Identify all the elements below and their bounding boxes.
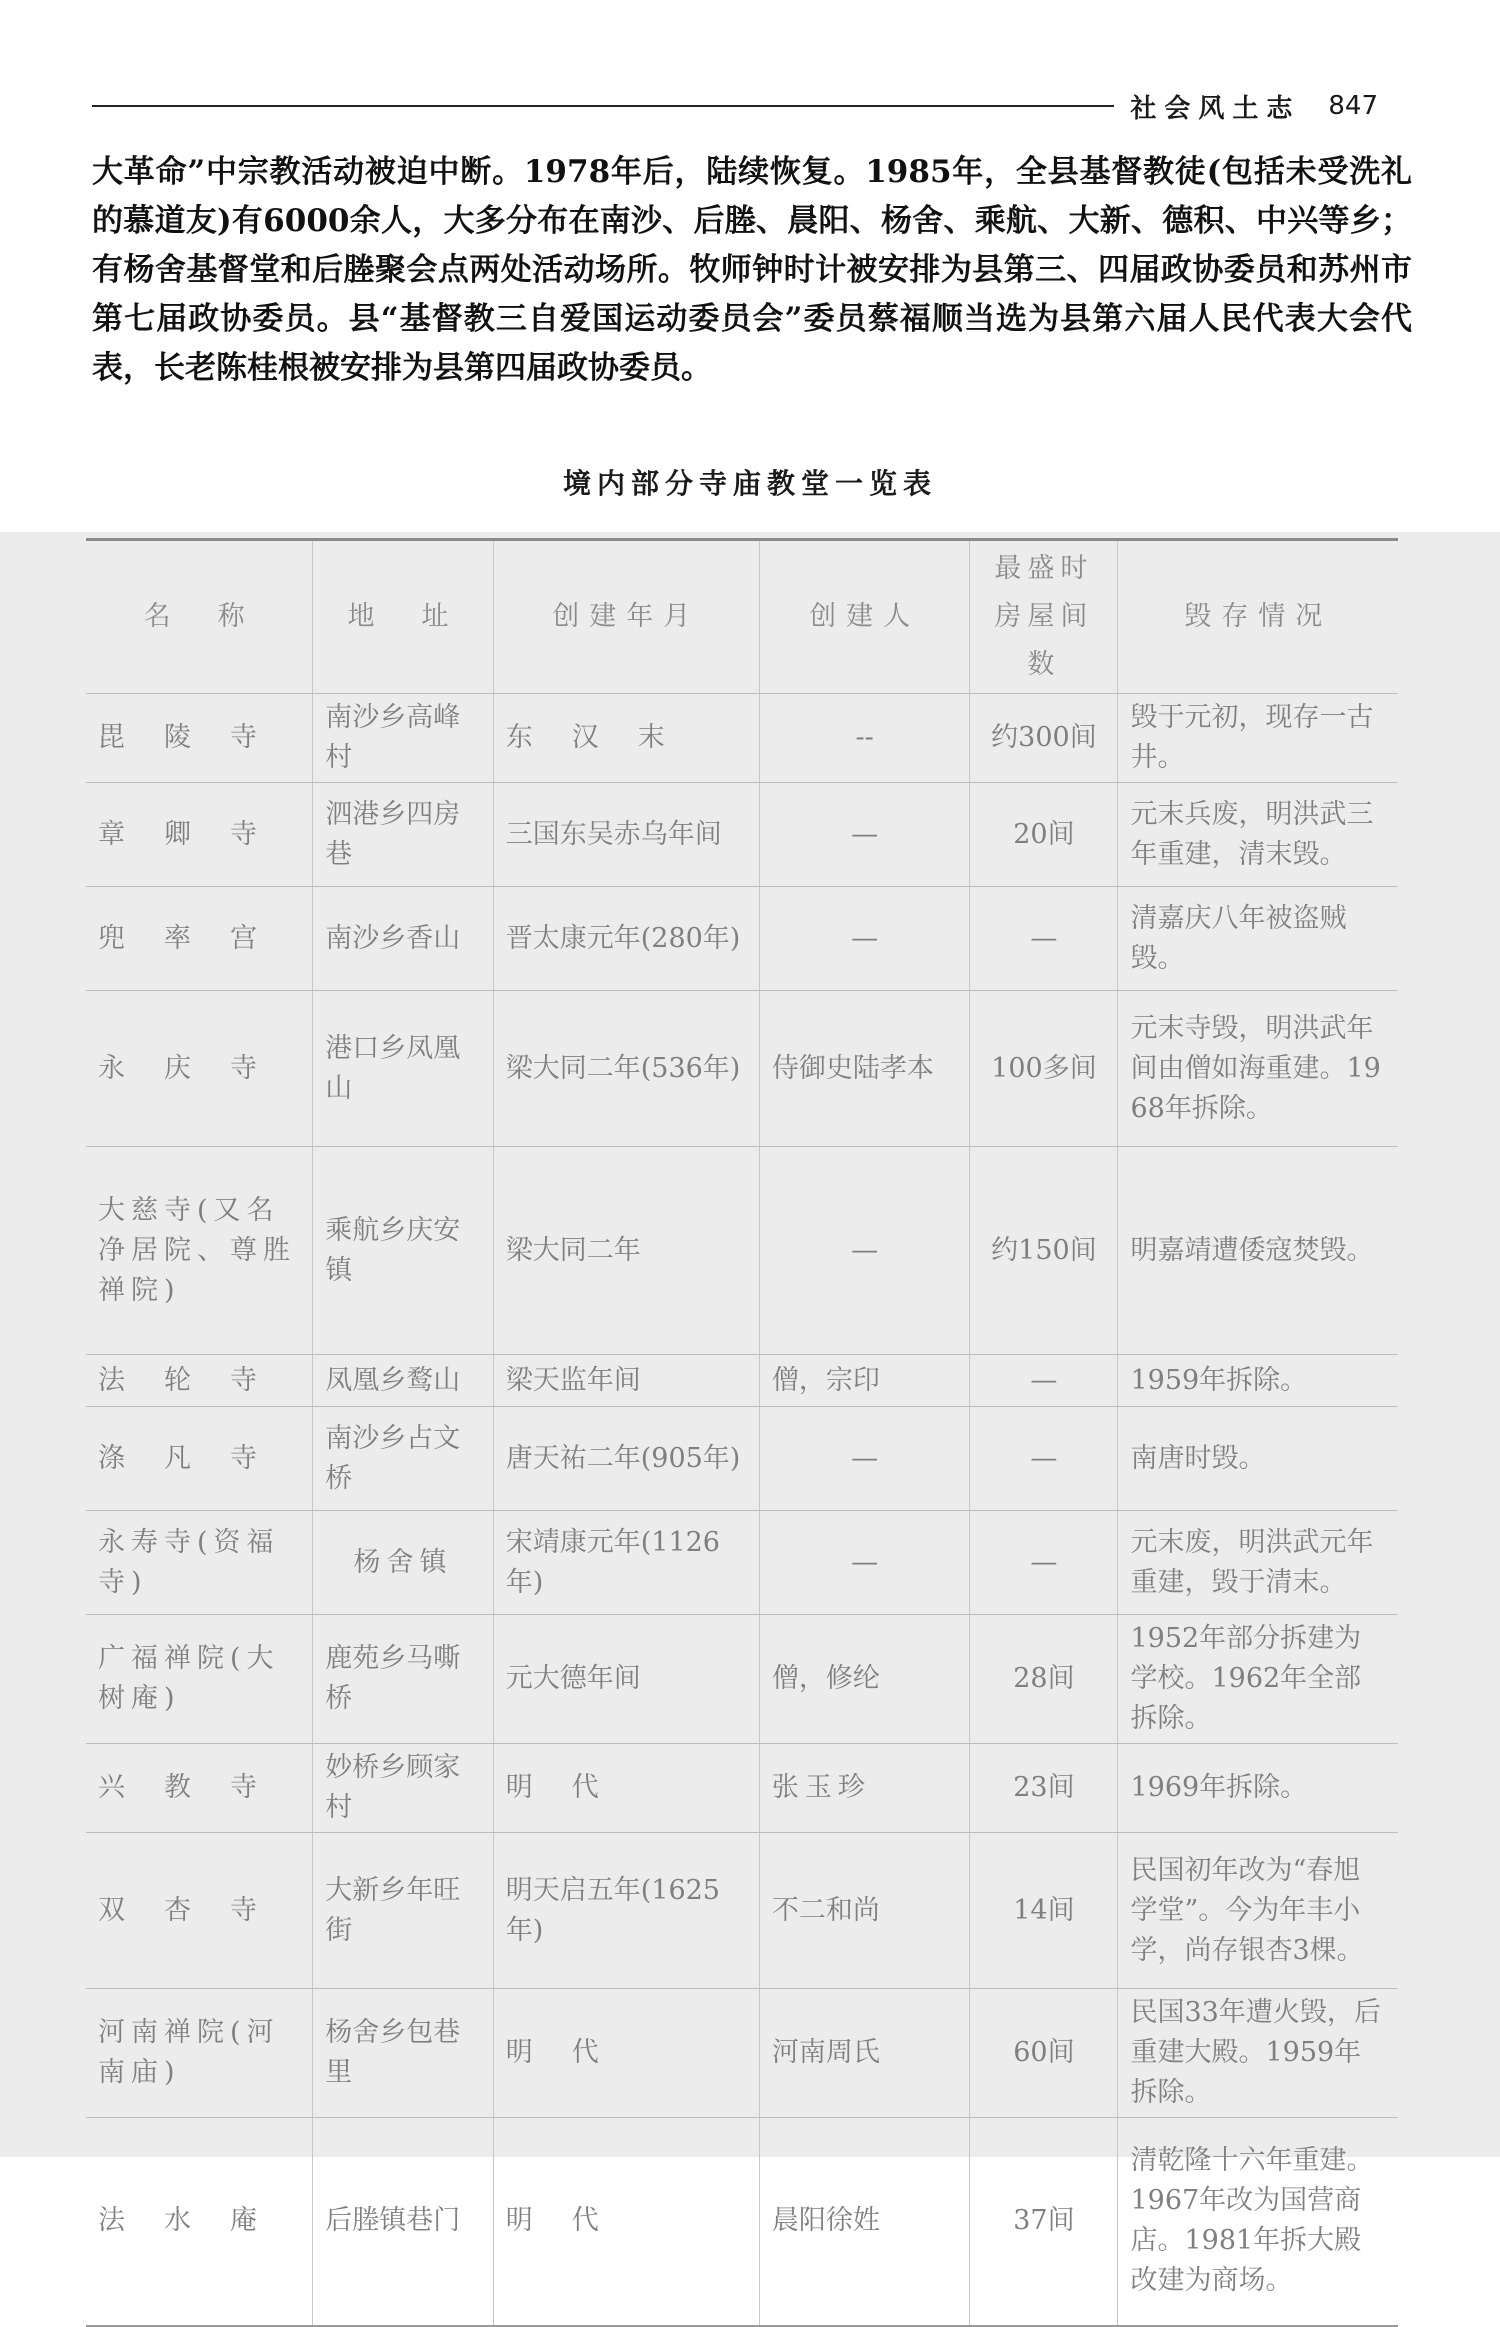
cell-status: 民国33年遭火毁，后重建大殿。1959年拆除。 [1118,1989,1398,2118]
cell-founder: — [759,887,970,991]
cell-founder: 晨阳徐姓 [759,2118,970,2326]
table-row [86,694,1398,783]
cell-name: 河南禅院(河南庙) [86,1989,313,2118]
table-row [86,783,1398,887]
cell-name: 双 杏 寺 [86,1833,313,1989]
temple-table [86,538,1398,2327]
cell-rooms: 60间 [970,1989,1118,2118]
cell-status: 毁于元初，现存一古井。 [1118,694,1398,783]
body-paragraph: 大革命”中宗教活动被迫中断。1978年后，陆续恢复。1985年，全县基督教徒(包括未受洗礼的慕道友)有6000余人，大多分布在南沙、后塍、晨阳、杨舍、乘航、大新、德积、中兴等乡；有杨舍基督堂和后塍聚会点两处活动场所。牧师钟时计被安排为县第三、四届政协委员和苏州市第七届政协委员。县“基督教三自爱国运动委员会”委员蔡福顺当选为县第六届人民代表大会代表，长老陈桂根被安排为县第四届政协委员。 [92,154,1412,386]
cell-status: 元末废，明洪武元年重建，毁于清末。 [1118,1511,1398,1615]
cell-founded: 东 汉 末 [493,694,759,783]
table-row [86,2118,1398,2326]
cell-address: 南沙乡高峰村 [313,694,493,783]
cell-founded: 元大德年间 [493,1615,759,1744]
cell-rooms: — [970,1511,1118,1615]
cell-address: 凤凰乡鹜山 [313,1355,493,1407]
cell-address: 鹿苑乡马嘶桥 [313,1615,493,1744]
cell-address: 杨舍乡包巷里 [313,1989,493,2118]
header-founder: 创建人 [759,540,970,694]
cell-founder: 僧，修纶 [759,1615,970,1744]
table-row [86,887,1398,991]
cell-name: 永寿寺(资福寺) [86,1511,313,1615]
cell-founded: 三国东吴赤乌年间 [493,783,759,887]
table-header-row [86,540,1398,694]
cell-rooms: — [970,1355,1118,1407]
cell-founded: 宋靖康元年(1126年) [493,1511,759,1615]
cell-founder: — [759,783,970,887]
cell-status: 民国初年改为“春旭学堂”。今为年丰小学，尚存银杏3棵。 [1118,1833,1398,1989]
cell-address: 妙桥乡顾家村 [313,1744,493,1833]
cell-rooms: 20间 [970,783,1118,887]
cell-rooms: 约300间 [970,694,1118,783]
cell-status: 1969年拆除。 [1118,1744,1398,1833]
cell-address: 大新乡年旺街 [313,1833,493,1989]
cell-founded: 明 代 [493,1989,759,2118]
header-address: 地 址 [313,540,493,694]
cell-rooms: 37间 [970,2118,1118,2326]
header-name: 名 称 [86,540,313,694]
page-number: 847 [1328,91,1378,121]
cell-name: 毘 陵 寺 [86,694,313,783]
cell-status: 元末兵废，明洪武三年重建，清末毁。 [1118,783,1398,887]
cell-founder: — [759,1407,970,1511]
table-title: 境内部分寺庙教堂一览表 [562,467,937,500]
section-title: 社会风土志 [1130,93,1301,124]
cell-status: 清乾隆十六年重建。1967年改为国营商店。1981年拆大殿改建为商场。 [1118,2118,1398,2326]
cell-address: 后塍镇巷门 [313,2118,493,2326]
cell-name: 章 卿 寺 [86,783,313,887]
table-row [86,1147,1398,1355]
cell-status: 明嘉靖遭倭寇焚毁。 [1118,1147,1398,1355]
cell-name: 大慈寺(又名净居院、尊胜禅院) [86,1147,313,1355]
cell-address: 泗港乡四房巷 [313,783,493,887]
cell-address: 南沙乡占文桥 [313,1407,493,1511]
cell-founder: 侍御史陆孝本 [759,991,970,1147]
cell-name: 法 水 庵 [86,2118,313,2326]
cell-rooms: 约150间 [970,1147,1118,1355]
cell-founder: -- [759,694,970,783]
cell-address: 南沙乡香山 [313,887,493,991]
cell-founder: 僧，宗印 [759,1355,970,1407]
header-status: 毁存情况 [1118,540,1398,694]
cell-founder: 河南周氏 [759,1989,970,2118]
cell-founder: 张玉珍 [759,1744,970,1833]
cell-status: 元末寺毁，明洪武年间由僧如海重建。1968年拆除。 [1118,991,1398,1147]
cell-founded: 明 代 [493,1744,759,1833]
cell-founder: 不二和尚 [759,1833,970,1989]
cell-name: 涤 凡 寺 [86,1407,313,1511]
header-rooms: 最盛时房屋间数 [970,540,1118,694]
cell-address: 乘航乡庆安镇 [313,1147,493,1355]
cell-address: 杨舍镇 [313,1511,493,1615]
cell-name: 广福禅院(大树庵) [86,1615,313,1744]
cell-founded: 梁大同二年 [493,1147,759,1355]
cell-founder: — [759,1511,970,1615]
cell-rooms: — [970,1407,1118,1511]
cell-founder: — [759,1147,970,1355]
cell-rooms: 23间 [970,1744,1118,1833]
running-header [92,86,1378,126]
cell-founded: 梁大同二年(536年) [493,991,759,1147]
table-scan-region [0,532,1500,2297]
header-rule [92,105,1114,107]
cell-status: 南唐时毁。 [1118,1407,1398,1511]
cell-founded: 明天启五年(1625年) [493,1833,759,1989]
table-row [86,1744,1398,1833]
cell-name: 永 庆 寺 [86,991,313,1147]
cell-name: 法 轮 寺 [86,1355,313,1407]
cell-founded: 唐天祐二年(905年) [493,1407,759,1511]
cell-rooms: — [970,887,1118,991]
cell-status: 清嘉庆八年被盗贼毁。 [1118,887,1398,991]
cell-address: 港口乡凤凰山 [313,991,493,1147]
header-founded: 创建年月 [493,540,759,694]
table-row [86,1833,1398,1989]
table-row [86,1511,1398,1615]
cell-rooms: 14间 [970,1833,1118,1989]
cell-rooms: 28间 [970,1615,1118,1744]
cell-founded: 晋太康元年(280年) [493,887,759,991]
cell-founded: 明 代 [493,2118,759,2326]
cell-status: 1952年部分拆建为学校。1962年全部拆除。 [1118,1615,1398,1744]
cell-founded: 梁天监年间 [493,1355,759,1407]
cell-rooms: 100多间 [970,991,1118,1147]
table-row [86,1355,1398,1407]
cell-name: 兴 教 寺 [86,1744,313,1833]
table-row [86,1989,1398,2118]
table-row [86,1615,1398,1744]
table-row [86,991,1398,1147]
cell-name: 兜 率 宫 [86,887,313,991]
cell-status: 1959年拆除。 [1118,1355,1398,1407]
table-row [86,1407,1398,1511]
